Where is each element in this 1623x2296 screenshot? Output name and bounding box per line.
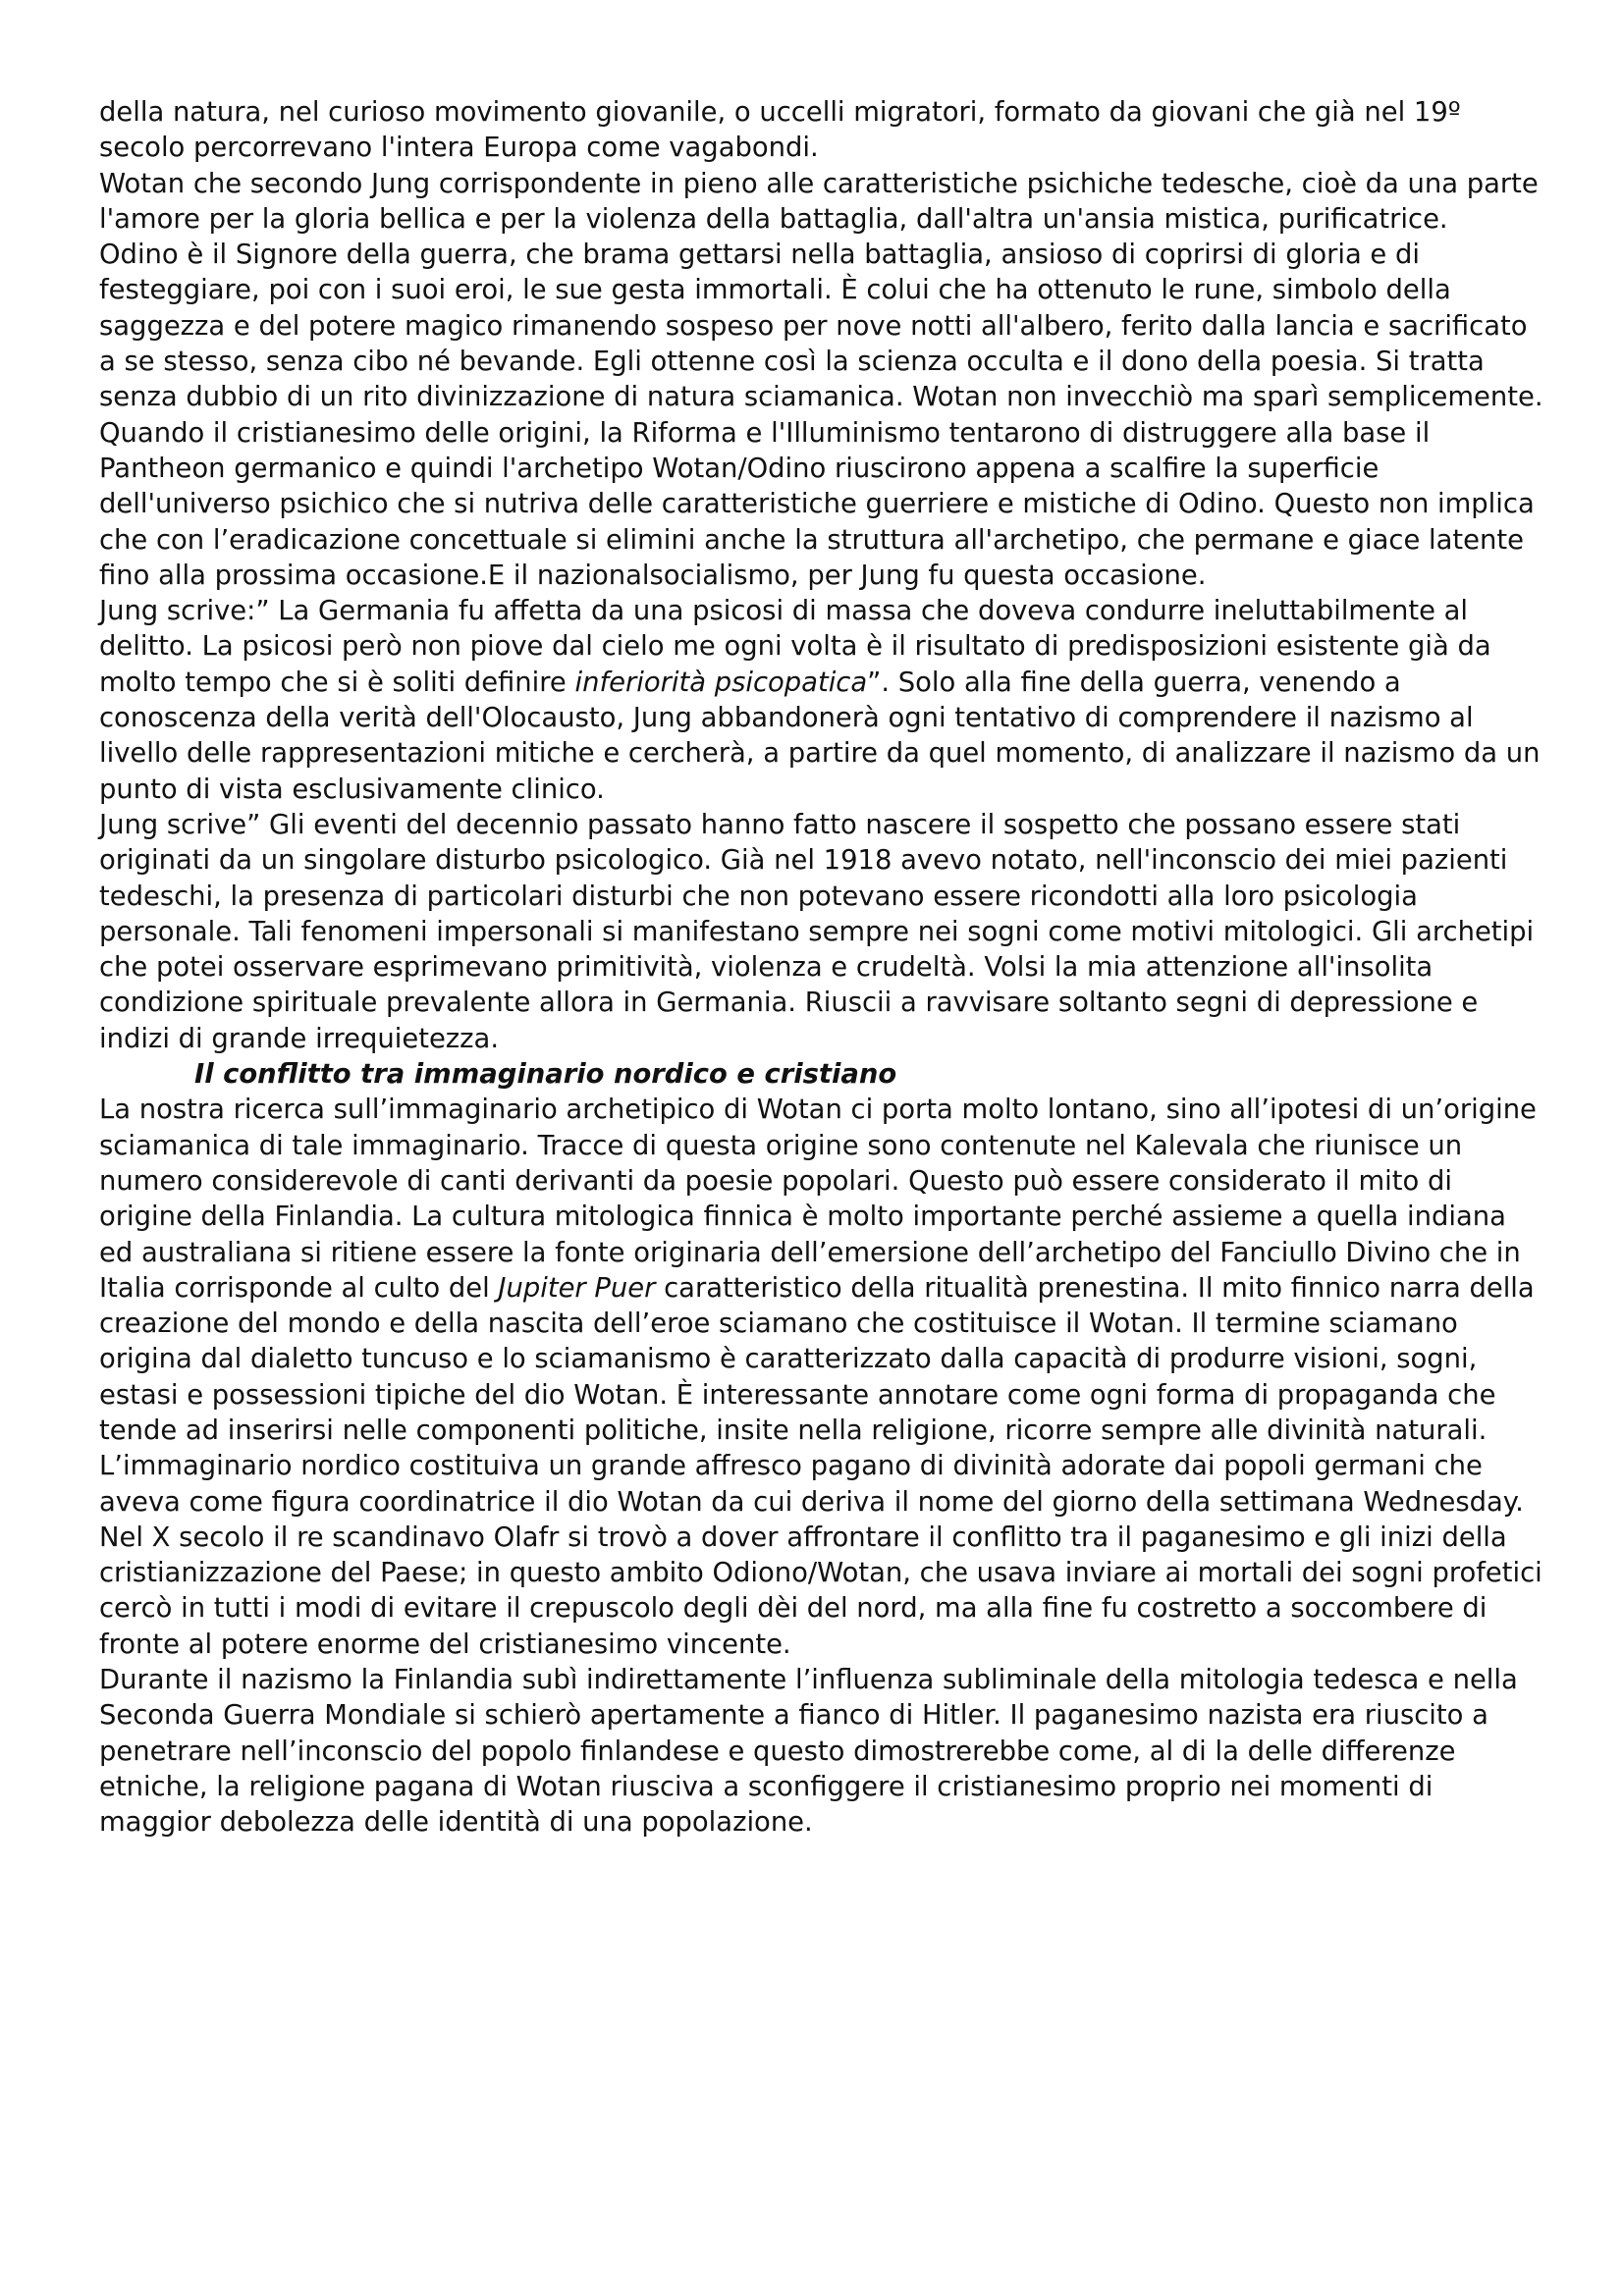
paragraph-nordic-imaginary: L’immaginario nordico costituiva un grande affresco pagano di divinità adorate dai popoli germani che aveva come figura coordinatrice il dio Wotan da cui deriva il nome del giorno della settimana Wednesday. Nel X secolo il re scandinavo Olafr si trovò a dover affrontare il conflitto tra il paganesimo e gli inizi della cristianizzazione del Paese; in questo ambito Odiono/Wotan, che usava inviare ai mortali dei sogni profetici cercò in tutti i modi di evitare il crepuscolo degli dèi del nord, ma alla fine fu costretto a soccombere di fronte al potere enorme del cristianesimo vincente.: [99, 1451, 1542, 1660]
paragraph-wandervogel-continuation: della natura, nel curioso movimento giovanile, o uccelli migratori, formato da giovani che già nel 19º secolo percorrevano l'intera Europa come vagabondi.: [99, 97, 1461, 164]
paragraph-christianity-and-archetype: Quando il cristianesimo delle origini, la Riforma e l'Illuminismo tentarono di distruggere alla base il Pantheon germanico e quindi l'archetipo Wotan/Odino riuscirono appena a scalfire la superficie dell'universo psichico che si nutriva delle caratteristiche guerriere e mistiche di Odino. Questo non implica che con l’eradicazione concettuale si elimini anche la struttura all'archetipo, che permane e giace latente fino alla prossima occasione.E il nazionalsocialismo, per Jung fu questa occasione.: [99, 417, 1535, 591]
italic-jupiter-puer: Jupiter Puer: [498, 1272, 656, 1304]
document-body: [99, 95, 1544, 1842]
paragraph-shamanic-origin-kalevala: La nostra ricerca sull’immaginario archetipico di Wotan ci porta molto lontano, sino all’ipotesi di un’origine sciamanica di tale immaginario. Tracce di questa origine sono contenute nel Kalevala che riunisce un numero considerevole di canti derivanti da poesie popolari. Questo può essere considerato il mito di origine della Finlandia. La cultura mitologica finnica è molto importante perché assieme a quella indiana ed australiana si ritiene essere la fonte originaria dell’emersione dell’archetipo del Fanciullo Divino che in Italia corrisponde al culto del Jupiter Puer caratteristico della ritualità prenestina. Il mito finnico narra della creazione del mondo e della nascita dell’eroe sciamano che costituisce il Wotan. Il termine sciamano origina dal dialetto tuncuso e lo sciamanismo è caratterizzato dalla capacità di produrre visioni, sogni, estasi e possessioni tipiche del dio Wotan. È interessante annotare come ogni forma di propaganda che tende ad inserirsi nelle componenti politiche, insite nella religione, ricorre sempre alle divinità naturali.: [99, 1095, 1537, 1446]
paragraph-odin-lord-of-war: Odino è il Signore della guerra, che brama gettarsi nella battaglia, ansioso di coprirsi di gloria e di festeggiare, poi con i suoi eroi, le sue gesta immortali. È colui che ha ottenuto le rune, simbolo della saggezza e del potere magico rimanendo sospeso per nove notti all'albero, ferito dalla lancia e sacrificato a se stesso, senza cibo né bevande. Egli ottenne così la scienza occulta e il dono della poesia. Si tratta senza dubbio di un rito divinizzazione di natura sciamanica. Wotan non invecchiò ma sparì semplicemente.: [99, 240, 1543, 413]
paragraph-jung-psychological-disturbance: Jung scrive” Gli eventi del decennio passato hanno fatto nascere il sospetto che possano essere stati originati da un singolare disturbo psicologico. Già nel 1918 avevo notato, nell'inconscio dei miei pazienti tedeschi, la presenza di particolari disturbi che non potevano essere ricondotti alla loro psicologia personale. Tali fenomeni impersonali si manifestano sempre nei sogni come motivi mitologici. Gli archetipi che potei osservare esprimevano primitività, violenza e crudeltà. Volsi la mia attenzione all'insolita condizione spirituale prevalente allora in Germania. Riuscii a ravvisare soltanto segni di depressione e indizi di grande irrequietezza.: [99, 809, 1535, 1054]
paragraph-wotan-german-psyche: Wotan che secondo Jung corrispondente in pieno alle caratteristiche psichiche tedesche, cioè da una parte l'amore per la gloria bellica e per la violenza della battaglia, dall'altra un'ansia mistica, purificatrice.: [99, 168, 1539, 235]
section-heading: Il conflitto tra immaginario nordico e cristiano: [194, 1059, 897, 1091]
paragraph-jung-mass-psychosis: Jung scrive:” La Germania fu affetta da una psicosi di massa che doveva condurre ineluttabilmente al delitto. La psicosi però non piove dal cielo me ogni volta è il risultato di predisposizioni esistente già da molto tempo che si è soliti definire inferiorità psicopatica”. Solo alla fine della guerra, venendo a conoscenza della verità dell'Olocausto, Jung abbandonerà ogni tentativo di comprendere il nazismo al livello delle rappresentazioni mitiche e cercherà, a partire da quel momento, di analizzare il nazismo da un punto di vista esclusivamente clinico.: [99, 596, 1541, 805]
italic-inferiorita-psicopatica: inferiorità psicopatica: [574, 667, 868, 698]
paragraph-finland-nazism: Durante il nazismo la Finlandia subì indirettamente l’influenza subliminale della mitologia tedesca e nella Seconda Guerra Mondiale si schierò apertamente a fianco di Hitler. Il paganesimo nazista era riuscito a penetrare nell’inconscio del popolo finlandese e questo dimostrerebbe come, al di la delle differenze etniche, la religione pagana di Wotan riusciva a sconfiggere il cristianesimo proprio nei momenti di maggior debolezza delle identità di una popolazione.: [99, 1665, 1518, 1839]
